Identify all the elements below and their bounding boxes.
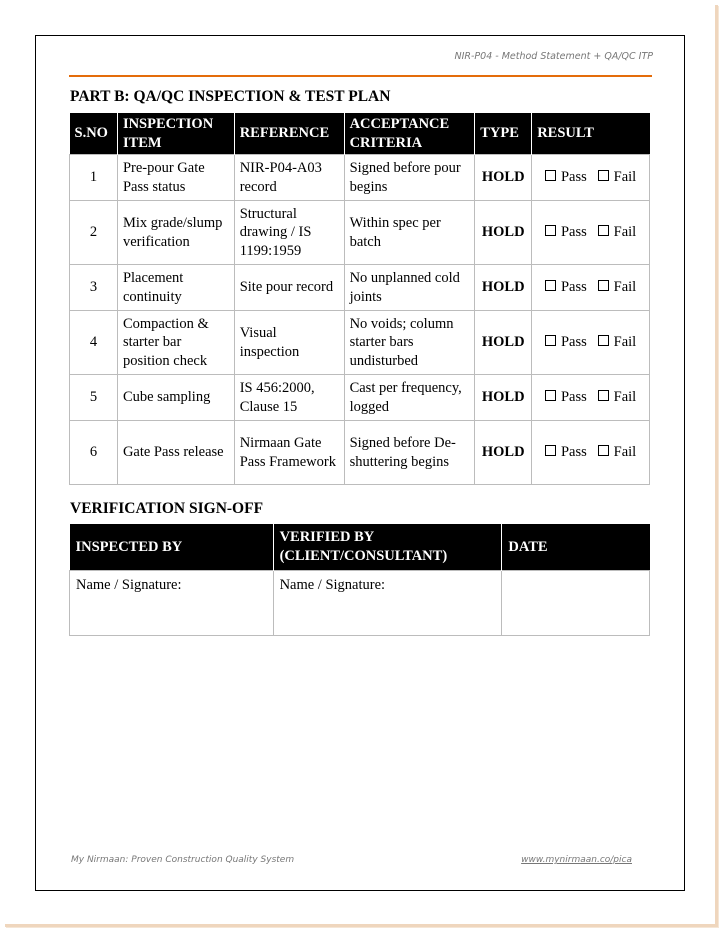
part-b-title: PART B: QA/QC INSPECTION & TEST PLAN [70,88,391,105]
signoff-row [70,570,650,635]
pass-checkbox[interactable] [545,280,556,291]
row-type-badge: HOLD [475,265,532,311]
table-row [70,201,650,265]
row-result [532,155,650,201]
pass-checkbox[interactable] [545,445,556,456]
row-criteria: Cast per frequency, logged [344,375,475,421]
pass-label: Pass [560,444,587,461]
signoff-header-row [70,524,650,570]
col-reference: REFERENCE [234,113,344,155]
itp-table [69,113,650,485]
inspected-by-signature-field[interactable]: Name / Signature: [70,570,274,635]
fail-label: Fail [613,169,637,186]
row-sno: 4 [70,311,118,375]
row-criteria: Within spec per batch [344,201,475,265]
fail-checkbox[interactable] [598,170,609,181]
col-date: DATE [502,524,650,570]
pass-checkbox[interactable] [545,335,556,346]
pass-checkbox[interactable] [545,390,556,401]
col-verified-by: VERIFIED BY (CLIENT/CONSULTANT) [273,524,502,570]
pass-checkbox[interactable] [545,225,556,236]
pass-checkbox[interactable] [545,170,556,181]
table-row [70,311,650,375]
col-inspection-item: INSPECTION ITEM [117,113,234,155]
col-type: TYPE [475,113,532,155]
row-reference: Structural drawing / IS 1199:1959 [234,201,344,265]
table-row [70,155,650,201]
pass-label: Pass [560,279,587,296]
row-reference: Site pour record [234,265,344,311]
row-type-badge: HOLD [475,311,532,375]
row-item: Pre-pour Gate Pass status [117,155,234,201]
row-result [532,265,650,311]
row-criteria: No voids; column starter bars undisturbed [344,311,475,375]
pass-label: Pass [560,389,587,406]
row-type-badge: HOLD [475,375,532,421]
header-doc-ref: NIR-P04 - Method Statement + QA/QC ITP [454,51,653,62]
row-criteria: Signed before pour begins [344,155,475,201]
row-result [532,311,650,375]
row-item: Gate Pass release [117,421,234,485]
footer-tagline: My Nirmaan: Proven Construction Quality System [71,855,295,865]
row-item: Compaction & starter bar position check [117,311,234,375]
row-criteria: Signed before De-shuttering begins [344,421,475,485]
row-reference: Nirmaan Gate Pass Framework [234,421,344,485]
row-result [532,421,650,485]
fail-checkbox[interactable] [598,445,609,456]
row-type-badge: HOLD [475,421,532,485]
row-item: Mix grade/slump verification [117,201,234,265]
fail-label: Fail [613,224,637,241]
fail-checkbox[interactable] [598,335,609,346]
col-result: RESULT [532,113,650,155]
row-reference: IS 456:2000, Clause 15 [234,375,344,421]
signoff-title: VERIFICATION SIGN-OFF [70,500,264,517]
pass-label: Pass [560,169,587,186]
table-row [70,265,650,311]
verified-by-signature-field[interactable]: Name / Signature: [273,570,502,635]
col-acceptance-criteria: ACCEPTANCE CRITERIA [344,113,475,155]
fail-checkbox[interactable] [598,280,609,291]
itp-header-row [70,113,650,155]
row-reference: Visual inspection [234,311,344,375]
fail-checkbox[interactable] [598,390,609,401]
col-sno: S.NO [70,113,118,155]
footer-link[interactable]: www.mynirmaan.co/pica [521,855,632,865]
row-sno: 2 [70,201,118,265]
table-row [70,421,650,485]
row-sno: 6 [70,421,118,485]
row-sno: 5 [70,375,118,421]
header-divider [69,75,652,77]
pass-label: Pass [560,224,587,241]
date-field[interactable] [502,570,650,635]
row-reference: NIR-P04-A03 record [234,155,344,201]
row-item: Cube sampling [117,375,234,421]
signoff-table [69,524,650,636]
fail-checkbox[interactable] [598,225,609,236]
row-result [532,201,650,265]
row-result [532,375,650,421]
fail-label: Fail [613,444,637,461]
table-row [70,375,650,421]
row-sno: 3 [70,265,118,311]
row-sno: 1 [70,155,118,201]
fail-label: Fail [613,279,637,296]
fail-label: Fail [613,389,637,406]
row-type-badge: HOLD [475,155,532,201]
fail-label: Fail [613,334,637,351]
row-item: Placement continuity [117,265,234,311]
col-inspected-by: INSPECTED BY [70,524,274,570]
row-type-badge: HOLD [475,201,532,265]
pass-label: Pass [560,334,587,351]
row-criteria: No unplanned cold joints [344,265,475,311]
